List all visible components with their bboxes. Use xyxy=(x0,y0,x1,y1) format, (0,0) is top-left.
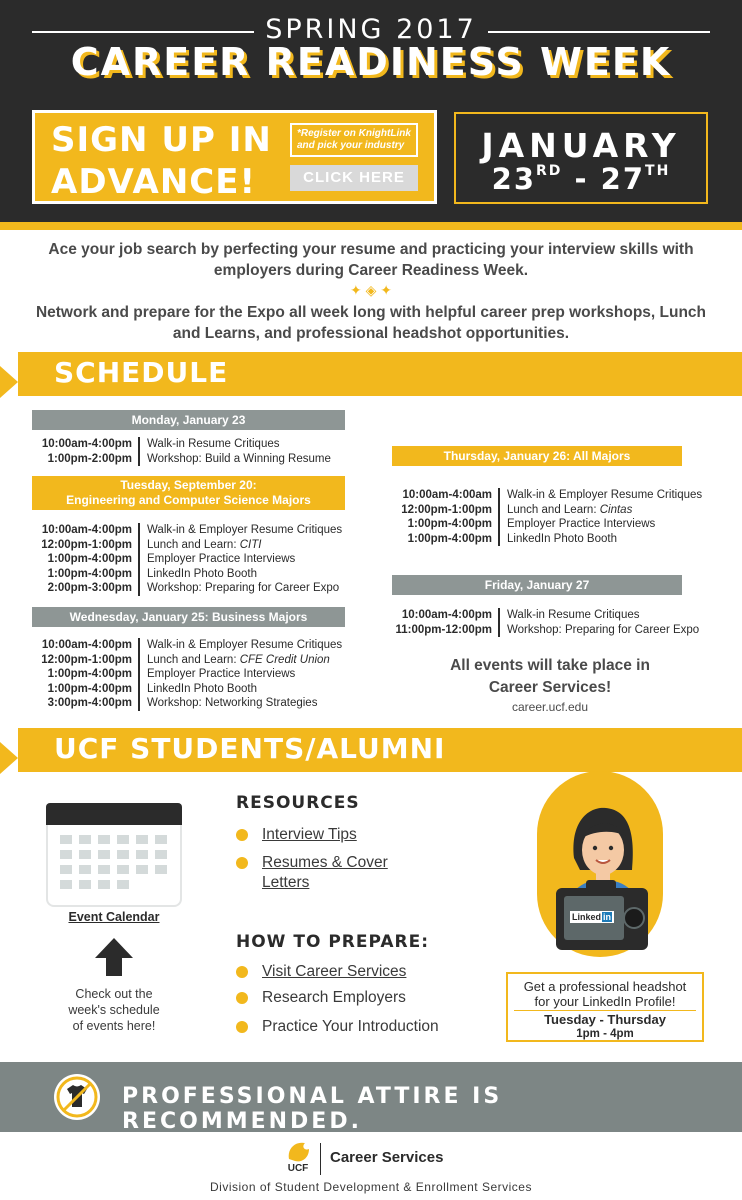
calendar-cell xyxy=(98,865,110,874)
intro-paragraph-1: Ace your job search by perfecting your resume and practicing your interview skills with employers during Career Readiness Week. xyxy=(48,241,694,279)
calendar-cell xyxy=(60,850,72,859)
schedule-row xyxy=(32,682,342,697)
event-time: 10:00am-4:00am xyxy=(392,488,500,503)
calendar-cell xyxy=(117,835,129,844)
event-label: Lunch and Learn: xyxy=(147,538,240,551)
calendar-row xyxy=(60,850,170,859)
schedule-row xyxy=(32,523,342,538)
calendar-cell xyxy=(98,880,110,889)
schedule-row xyxy=(32,653,342,668)
event-time: 1:00pm-4:00pm xyxy=(392,517,500,532)
signup-panel[interactable] xyxy=(32,110,437,204)
date-month: JANUARY xyxy=(481,126,681,165)
bullet-dot-icon xyxy=(236,992,248,1004)
headshot-line-1: Get a professional headshot xyxy=(523,979,687,994)
division-label: Division of Student Development & Enrollment Services xyxy=(210,1180,532,1194)
check-out-line-3: of events here! xyxy=(72,1019,156,1033)
event-name xyxy=(140,538,261,553)
schedule-row xyxy=(392,488,702,503)
check-out-line-2: week's schedule xyxy=(68,1003,160,1017)
tuesday-title: Tuesday, September 20: xyxy=(120,478,257,492)
event-name: Employer Practice Interviews xyxy=(507,518,656,530)
event-time: 3:00pm-4:00pm xyxy=(32,696,140,711)
bullet-dot-icon xyxy=(236,829,248,841)
calendar-top xyxy=(46,803,182,825)
sparkle-divider-icon: ✦ ◈ ✦ xyxy=(349,282,392,298)
practice-introduction-text: Practice Your Introduction xyxy=(262,1018,439,1035)
ucf-wordmark: UCF xyxy=(287,1163,309,1174)
prepare-item[interactable] xyxy=(236,962,486,982)
calendar-cell xyxy=(60,835,72,844)
schedule-row xyxy=(32,638,342,653)
resource-item[interactable] xyxy=(236,853,436,893)
event-name: Workshop: Networking Strategies xyxy=(147,697,318,709)
all-events-note xyxy=(400,655,700,699)
calendar-cell xyxy=(117,850,129,859)
schedule-row xyxy=(32,538,342,553)
signup-heading xyxy=(51,119,291,203)
schedule-row xyxy=(392,532,702,547)
calendar-grid xyxy=(60,835,170,889)
event-name: Walk-in Resume Critiques xyxy=(147,438,280,450)
event-name: LinkedIn Photo Booth xyxy=(507,532,617,545)
all-events-line-1: All events will take place in xyxy=(450,657,650,674)
wednesday-header: Wednesday, January 25: Business Majors xyxy=(32,607,345,627)
event-time: 12:00pm-1:00pm xyxy=(392,503,500,518)
event-name: Walk-in Resume Critiques xyxy=(507,609,640,621)
photographer-avatar-icon xyxy=(550,800,654,965)
tuesday-header xyxy=(32,476,345,510)
career-services-label: Career Services xyxy=(330,1149,444,1166)
event-label: Lunch and Learn: xyxy=(147,653,240,666)
calendar-cell xyxy=(79,865,91,874)
visit-career-services-link[interactable]: Visit Career Services xyxy=(262,963,407,980)
event-time: 10:00am-4:00pm xyxy=(392,608,500,623)
headshot-time: 1pm - 4pm xyxy=(576,1028,634,1040)
calendar-cell xyxy=(60,865,72,874)
schedule-row xyxy=(392,503,702,518)
header-gold-stripe xyxy=(0,222,742,230)
linkedin-logo xyxy=(570,911,614,923)
students-banner xyxy=(0,728,742,772)
research-employers-text: Research Employers xyxy=(262,989,406,1006)
headshot-line-2: for your LinkedIn Profile! xyxy=(534,994,676,1009)
event-name: Workshop: Preparing for Career Expo xyxy=(507,623,700,636)
calendar-cell xyxy=(136,865,148,874)
event-label: Lunch and Learn: xyxy=(507,503,600,516)
event-time: 1:00pm-2:00pm xyxy=(32,452,140,467)
event-calendar-link[interactable]: Event Calendar xyxy=(68,910,160,924)
sponsor-name: CITI xyxy=(239,538,262,551)
check-out-line-1: Check out the xyxy=(75,987,153,1001)
click-here-button[interactable]: CLICK HERE xyxy=(290,165,418,191)
event-name: Workshop: Build a Winning Resume xyxy=(147,452,331,465)
calendar-cell xyxy=(60,880,72,889)
end-day: 27 xyxy=(600,162,646,196)
monday-events xyxy=(32,437,331,466)
headshot-description xyxy=(508,979,702,1009)
linkedin-in-icon: in xyxy=(603,912,612,922)
resumes-cover-letters-link[interactable]: Resumes & Cover Letters xyxy=(262,854,388,891)
arrow-up-icon xyxy=(93,936,135,978)
event-time: 1:00pm-4:00pm xyxy=(32,567,140,582)
students-heading: UCF STUDENTS/ALUMNI xyxy=(54,732,446,765)
event-time: 10:00am-4:00pm xyxy=(32,523,140,538)
calendar-row xyxy=(60,880,170,889)
no-tshirt-icon xyxy=(52,1072,102,1122)
event-time: 2:00pm-3:00pm xyxy=(32,581,140,596)
event-time: 10:00am-4:00pm xyxy=(32,437,140,452)
signup-line-1: SIGN UP IN xyxy=(51,120,272,160)
event-time: 10:00am-4:00pm xyxy=(32,638,140,653)
schedule-row xyxy=(32,452,331,467)
prepare-item xyxy=(236,988,486,1008)
schedule-row xyxy=(392,517,702,532)
calendar-row xyxy=(60,865,170,874)
bullet-dot-icon xyxy=(236,857,248,869)
schedule-row xyxy=(32,581,342,596)
schedule-row xyxy=(32,552,342,567)
calendar-row xyxy=(60,835,170,844)
event-time: 1:00pm-4:00pm xyxy=(392,532,500,547)
event-time: 11:00pm-12:00pm xyxy=(392,623,500,638)
register-note: *Register on KnightLink and pick your industry xyxy=(290,123,418,157)
event-name: LinkedIn Photo Booth xyxy=(147,682,257,695)
end-suffix: TH xyxy=(645,163,671,179)
interview-tips-link[interactable]: Interview Tips xyxy=(262,826,357,843)
check-out-note xyxy=(46,986,182,1034)
calendar-cell xyxy=(155,835,167,844)
linkedin-word: Linked xyxy=(572,912,602,922)
prepare-item xyxy=(236,1017,486,1037)
tuesday-events xyxy=(32,523,342,596)
resource-item[interactable] xyxy=(236,825,436,845)
intro-paragraph-2: Network and prepare for the Expo all week long with helpful career prep workshops, Lunch and Learns, and professional headshot opportunities. xyxy=(35,304,707,342)
tuesday-subtitle: Engineering and Computer Science Majors xyxy=(66,493,311,507)
event-name: Workshop: Preparing for Career Expo xyxy=(147,582,340,594)
footer-divider xyxy=(320,1143,321,1175)
event-name: Employer Practice Interviews xyxy=(147,553,296,565)
wednesday-events xyxy=(32,638,342,711)
sponsor-name: Cintas xyxy=(599,503,633,516)
banner-notch xyxy=(0,366,18,398)
season-label: SPRING 2017 xyxy=(265,14,477,45)
career-url-link[interactable]: career.ucf.edu xyxy=(511,700,589,714)
event-dates xyxy=(454,112,708,204)
header-banner xyxy=(0,0,742,222)
event-name: LinkedIn Photo Booth xyxy=(147,567,257,580)
calendar-cell xyxy=(136,835,148,844)
sponsor-name: CFE Credit Union xyxy=(239,653,330,666)
prepare-heading: HOW TO PREPARE: xyxy=(236,932,430,952)
calendar-cell xyxy=(136,850,148,859)
event-time: 12:00pm-1:00pm xyxy=(32,653,140,668)
calendar-icon[interactable] xyxy=(46,803,182,907)
calendar-cell xyxy=(98,850,110,859)
monday-header: Monday, January 23 xyxy=(32,410,345,430)
event-name: Walk-in & Employer Resume Critiques xyxy=(147,639,343,651)
resources-heading: RESOURCES xyxy=(236,793,360,813)
schedule-heading: SCHEDULE xyxy=(54,356,229,389)
headshot-divider xyxy=(514,1010,696,1011)
banner-notch xyxy=(0,742,18,774)
calendar-cell xyxy=(117,880,129,889)
event-name: Employer Practice Interviews xyxy=(147,668,296,680)
thursday-header: Thursday, January 26: All Majors xyxy=(392,446,682,466)
event-name: Walk-in & Employer Resume Critiques xyxy=(147,524,343,536)
start-suffix: RD xyxy=(536,163,563,179)
headshot-info-box xyxy=(506,972,704,1042)
calendar-cell xyxy=(155,850,167,859)
calendar-cell xyxy=(79,850,91,859)
calendar-cell xyxy=(79,880,91,889)
calendar-cell xyxy=(117,865,129,874)
event-name xyxy=(500,503,632,518)
event-time: 1:00pm-4:00pm xyxy=(32,682,140,697)
friday-header: Friday, January 27 xyxy=(392,575,682,595)
calendar-cell xyxy=(79,835,91,844)
event-time: 12:00pm-1:00pm xyxy=(32,538,140,553)
attire-banner xyxy=(0,1062,742,1132)
page-title: CAREER READINESS WEEK xyxy=(70,40,672,84)
calendar-cell xyxy=(155,865,167,874)
date-range xyxy=(456,162,706,196)
event-time: 1:00pm-4:00pm xyxy=(32,667,140,682)
all-events-line-2: Career Services! xyxy=(488,679,612,696)
attire-message: PROFESSIONAL ATTIRE IS RECOMMENDED. xyxy=(122,1084,503,1134)
calendar-cell xyxy=(98,835,110,844)
schedule-row xyxy=(392,608,699,623)
schedule-row xyxy=(392,623,699,638)
bullet-dot-icon xyxy=(236,1021,248,1033)
schedule-row xyxy=(32,696,342,711)
event-name xyxy=(140,653,330,668)
range-separator: - xyxy=(562,162,601,196)
friday-events xyxy=(392,608,699,637)
headshot-days: Tuesday - Thursday xyxy=(544,1012,666,1027)
schedule-row xyxy=(32,567,342,582)
event-time: 1:00pm-4:00pm xyxy=(32,552,140,567)
schedule-banner xyxy=(0,352,742,396)
schedule-row xyxy=(32,437,331,452)
schedule-row xyxy=(32,667,342,682)
bullet-dot-icon xyxy=(236,966,248,978)
start-day: 23 xyxy=(491,162,537,196)
thursday-events xyxy=(392,488,702,546)
event-name: Walk-in & Employer Resume Critiques xyxy=(507,489,703,501)
signup-line-2: ADVANCE! xyxy=(51,162,256,202)
